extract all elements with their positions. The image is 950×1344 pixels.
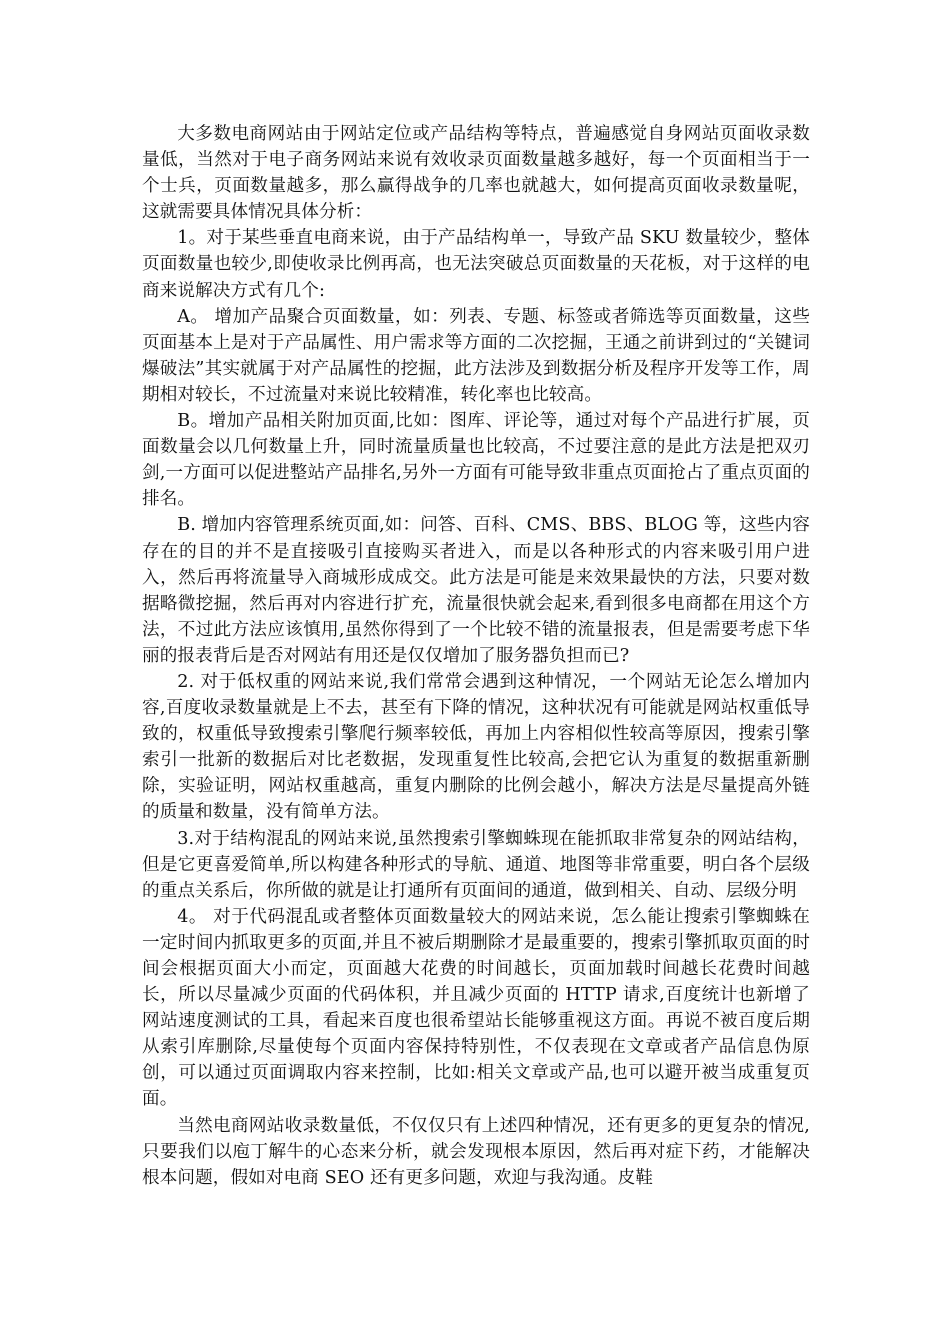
paragraph-point-1a: A。 增加产品聚合页面数量，如：列表、专题、标签或者筛选等页面数量，这些页面基本上是对于产品属性、用户需求等方面的二次挖掘，王通之前讲到过的“关键词爆破法”其实就属于对产品属性的挖掘，此方法涉及到数据分析及程序开发等工作，周期相对较长，不过流量对来说比较精准，转化率也比较高。 [142, 306, 810, 405]
document-body [142, 121, 810, 1191]
paragraph-point-1c: B. 增加内容管理系统页面,如：问答、百科、CMS、BBS、BLOG 等，这些内容存在的目的并不是直接吸引直接购买者进入，而是以各种形式的内容来吸引用户进入，然后再将流量导入商城形成成交。此方法是可能是来效果最快的方法，只要对数据略微挖掘，然后再对内容进行扩充，流量很快就会起来,看到很多电商都在用这个方法，不过此方法应该慎用,虽然你得到了一个比较不错的流量报表，但是需要考虑下华丽的报表背后是否对网站有用还是仅仅增加了服务器负担而已? [142, 515, 810, 666]
paragraph-point-3: 3.对于结构混乱的网站来说,虽然搜索引擎蜘蛛现在能抓取非常复杂的网站结构，但是它更喜爱简单,所以构建各种形式的导航、通道、地图等非常重要，明白各个层级的重点关系后，你所做的就是让打通所有页面间的通道，做到相关、自动、层级分明 [142, 828, 810, 901]
paragraph-point-1: 1。对于某些垂直电商来说，由于产品结构单一，导致产品 SKU 数量较少，整体页面数量也较少,即使收录比例再高，也无法突破总页面数量的天花板，对于这样的电商来说解决方式有几个: [142, 228, 810, 301]
paragraph-conclusion: 当然电商网站收录数量低，不仅仅只有上述四种情况，还有更多的更复杂的情况,只要我们以庖丁解牛的心态来分析，就会发现根本原因，然后再对症下药，才能解决根本问题，假如对电商 SEO 还有更多问题，欢迎与我沟通。皮鞋 [142, 1115, 810, 1188]
paragraph-point-2: 2. 对于低权重的网站来说,我们常常会遇到这种情况，一个网站无论怎么增加内容,百度收录数量就是上不去，甚至有下降的情况，这种状况有可能就是网站权重低导致的，权重低导致搜索引擎爬行频率较低，再加上内容相似性较高等原因，搜索引擎索引一批新的数据后对比老数据，发现重复性比较高,会把它认为重复的数据重新删除，实验证明，网站权重越高，重复内删除的比例会越小，解决方法是尽量提高外链的质量和数量，没有简单方法。 [142, 671, 810, 823]
paragraph-intro: 大多数电商网站由于网站定位或产品结构等特点，普遍感觉自身网站页面收录数量低，当然对于电子商务网站来说有效收录页面数量越多越好，每一个页面相当于一个士兵，页面数量越多，那么赢得战争的几率也就越大，如何提高页面收录数量呢，这就需要具体情况具体分析： [142, 124, 810, 223]
paragraph-point-4: 4。 对于代码混乱或者整体页面数量较大的网站来说，怎么能让搜索引擎蜘蛛在一定时间内抓取更多的页面,并且不被后期删除才是最重要的，搜索引擎抓取页面的时间会根据页面大小而定，页面越大花费的时间越长，页面加载时间越长花费时间越长，所以尽量减少页面的代码体积，并且减少页面的 HTTP 请求,百度统计也新增了网站速度测试的工具，看起来百度也很希望站长能够重视这方面。再说不被百度后期从索引库删除,尽量使每个页面内容保持特别性，不仅表现在文章或者产品信息伪原创，可以通过页面调取内容来控制，比如:相关文章或产品,也可以避开被当成重复页面。 [142, 906, 810, 1110]
paragraph-point-1b: B。增加产品相关附加页面,比如：图库、评论等，通过对每个产品进行扩展，页面数量会以几何数量上升，同时流量质量也比较高，不过要注意的是此方法是把双刃剑,一方面可以促进整站产品排名,另外一方面有可能导致非重点页面抢占了重点页面的排名。 [142, 411, 810, 510]
